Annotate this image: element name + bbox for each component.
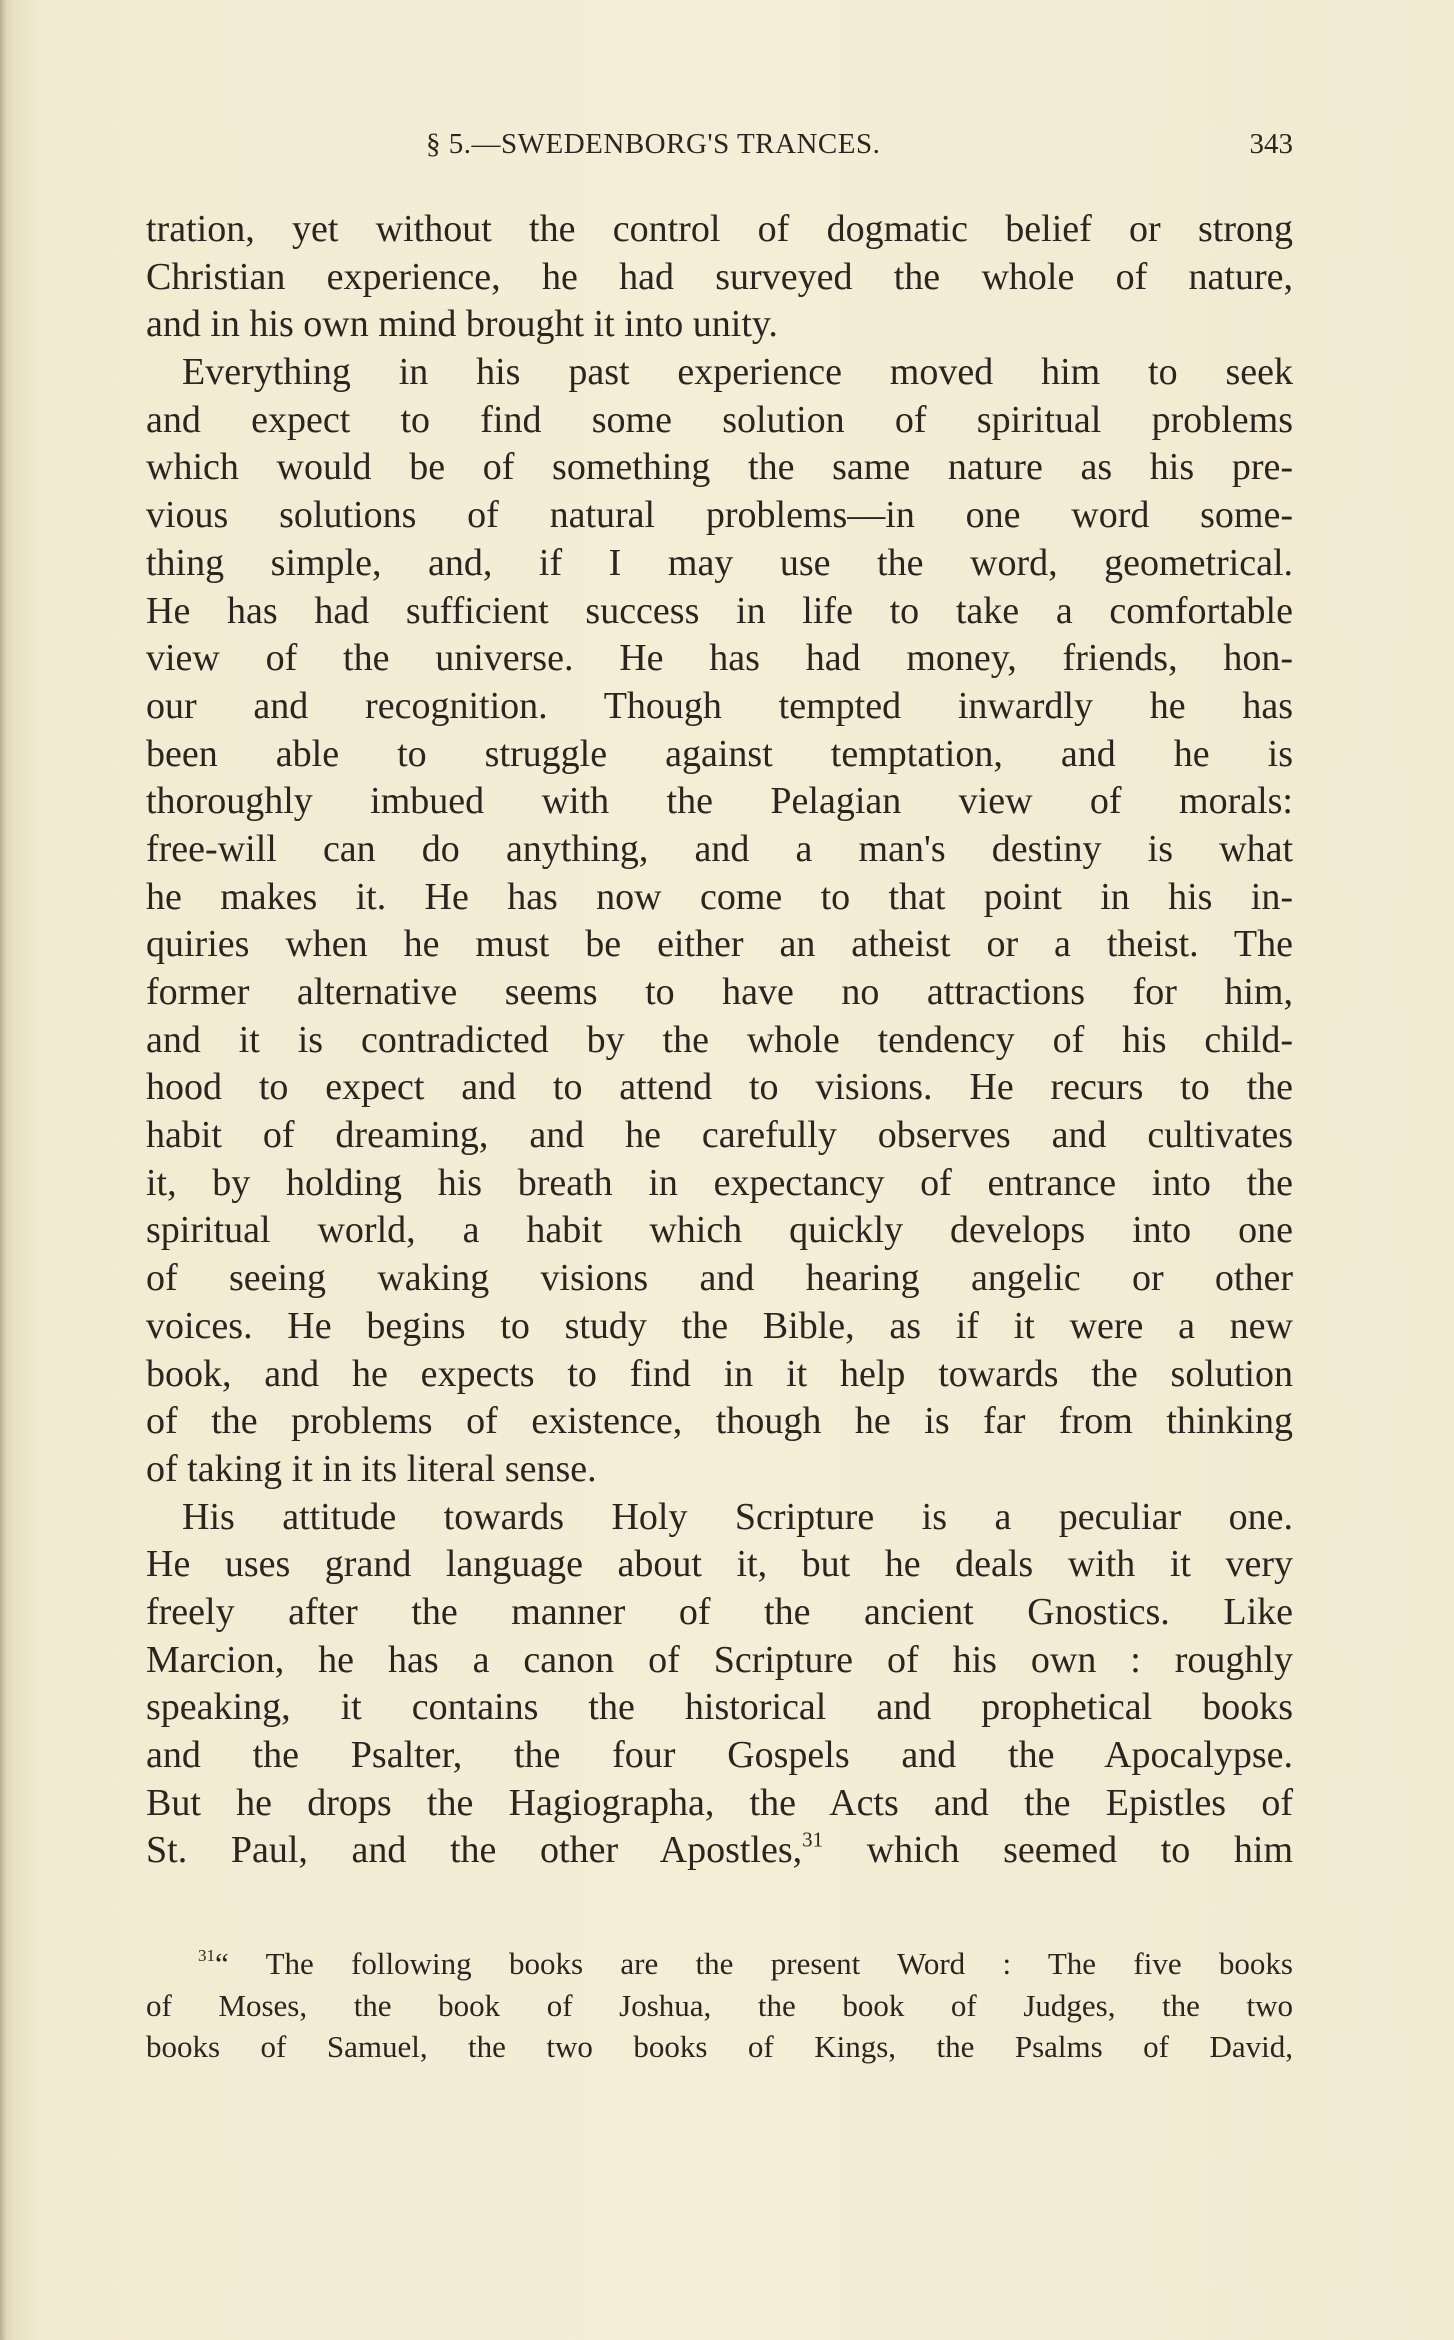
text-line: tration, yet without the control of dogmatic belief or strong [146,208,1293,250]
text-line: vious solutions of natural problems—in one word some- [146,494,1293,537]
text-line: thing simple, and, if I may use the word, geometrical. [146,541,1293,584]
text-line: He uses grand language about it, but he deals with it very [146,1543,1293,1586]
text-line: he makes it. He has now come to that point in his in- [146,875,1293,918]
text-line [146,1827,1293,1875]
text-line: spiritual world, a habit which quickly develops into one [146,1209,1293,1252]
text-line: speaking, it contains the historical and prophetical books [146,1686,1293,1729]
text-line: and expect to find some solution of spiritual problems [146,398,1293,441]
text-line: habit of dreaming, and he carefully observes and cultivates [146,1114,1293,1157]
footnote-text: “ The following books are the present Word : The five books [215,1946,1293,1981]
text-line: of seeing waking visions and hearing angelic or other [146,1257,1293,1300]
text-line: Marcion, he has a canon of Scripture of his own : roughly [146,1638,1293,1681]
text-line: book, and he expects to find in it help towards the solution [146,1352,1293,1395]
text-line: Christian experience, he had surveyed the whole of nature, [146,255,1293,298]
footnote-marker: 31 [198,1946,216,1966]
text-line: His attitude towards Holy Scripture is a peculiar one. [182,1495,1293,1538]
text-line: voices. He begins to study the Bible, as if it were a new [146,1304,1293,1347]
text-line: hood to expect and to attend to visions. He recurs to the [146,1066,1293,1109]
footnote-line [146,1985,1293,2027]
text-line: it, by holding his breath in expectancy of entrance into the [146,1161,1293,1204]
text-line: He has had sufficient success in life to take a comfortable [146,589,1293,632]
text-line: which would be of something the same nature as his pre- [146,446,1293,489]
running-header [146,128,1293,172]
text-line: Everything in his past experience moved him to seek [182,351,1293,394]
running-title: § 5.—SWEDENBORG'S TRANCES. [426,128,881,160]
text-line: and the Psalter, the four Gospels and the Apocalypse. [146,1734,1293,1776]
text-line: But he drops the Hagiographa, the Acts and the Epistles of [146,1781,1293,1824]
text-line: former alternative seems to have no attractions for him, [146,971,1293,1013]
footnote-line [146,1943,1293,1985]
text-line: of the problems of existence, though he is far from thinking [146,1400,1293,1443]
text-line: free-will can do anything, and a man's destiny is what [146,827,1293,870]
footnote [146,1943,1293,2068]
text-line: of taking it in its literal sense. [146,1447,597,1490]
footnote-text: books of Samuel, the two books of Kings, the Psalms of David, [146,2029,1293,2064]
footnote-line [146,2026,1293,2068]
page-edge [0,0,6,2340]
text-line: and it is contradicted by the whole tendency of his child- [146,1018,1293,1061]
text-line: thoroughly imbued with the Pelagian view of morals: [146,780,1293,823]
text-line: and in his own mind brought it into unity. [146,303,778,346]
text-line: our and recognition. Though tempted inwardly he has [146,684,1293,727]
text-segment: St. Paul, and the other Apostles, [146,1829,803,1872]
page-number: 343 [1249,128,1293,160]
text-line: quiries when he must be either an atheist or a theist. The [146,923,1293,966]
text-line: been able to struggle against temptation, and he is [146,732,1293,775]
body-text [146,206,1293,1875]
text-line: view of the universe. He has had money, friends, hon- [146,637,1293,680]
text-line: freely after the manner of the ancient Gnostics. Like [146,1590,1293,1633]
footnote-reference: 31 [802,1827,824,1852]
footnote-text: of Moses, the book of Joshua, the book of Judges, the two [146,1987,1293,2023]
text-segment: which seemed to him [823,1829,1294,1872]
